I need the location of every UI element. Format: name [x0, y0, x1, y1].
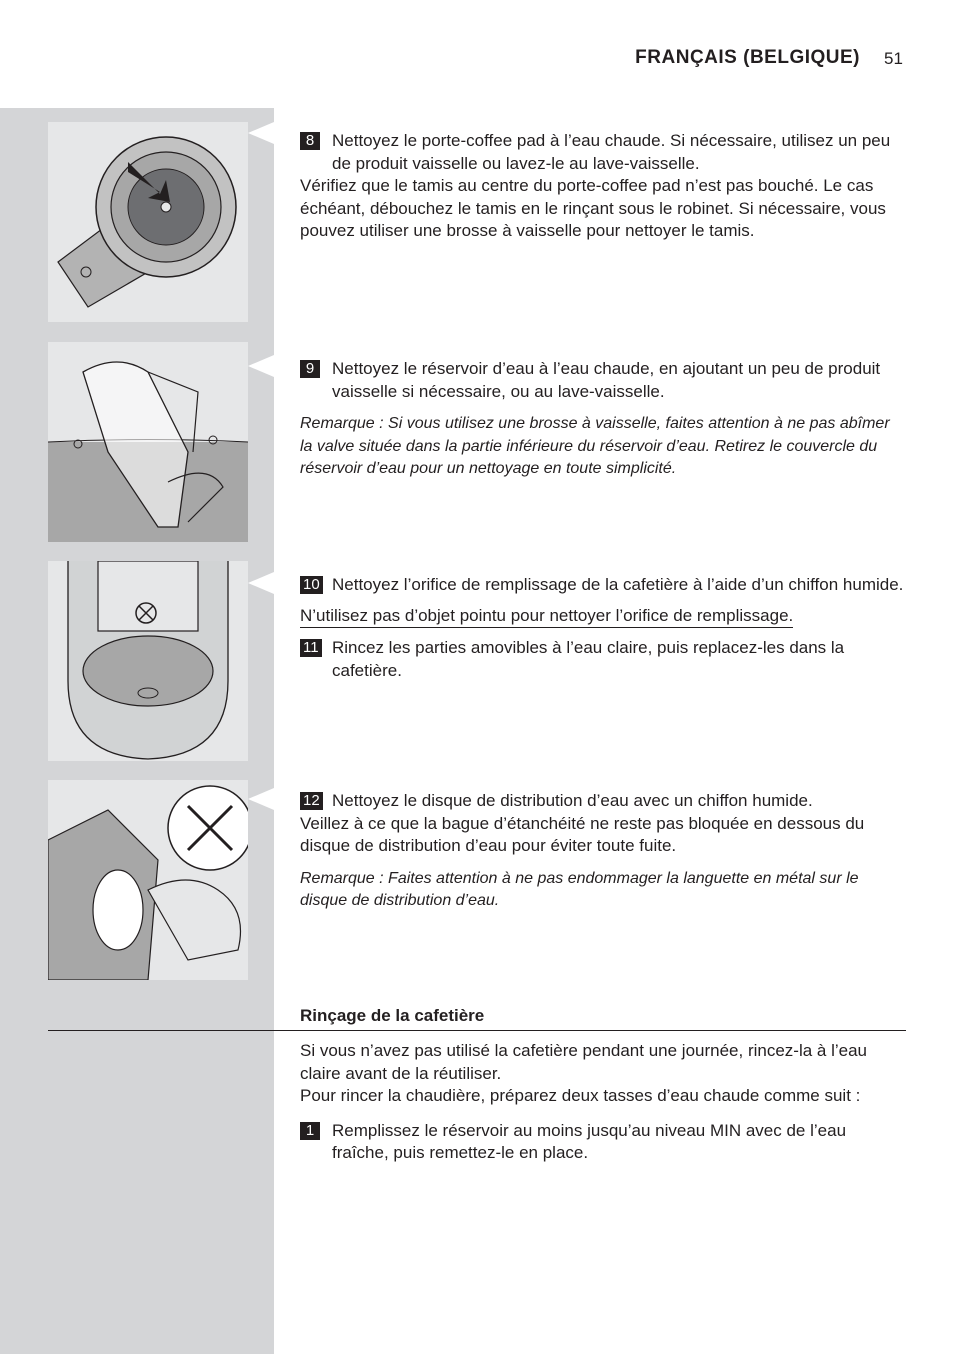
section-divider — [48, 1030, 906, 1031]
step-10-warning: N’utilisez pas d’objet pointu pour nettoyer l’orifice de remplissage. — [300, 606, 793, 628]
water-disc-cleaning-icon — [48, 780, 248, 980]
step-12-body: Veillez à ce que la bague d’étanchéité ne reste pas bloquée en dessous du disque de distribution d’eau pour éviter toute fuite. — [300, 813, 865, 855]
step-9-note: Remarque : Si vous utilisez une brosse à vaisselle, faites attention à ne pas abîmer la valve située dans la partie inférieure du réservoir d’eau. Retirez le couvercle du réservoir d’eau pour un nettoyage en toute simplicité. — [300, 415, 890, 477]
step-12-note: Remarque : Faites attention à ne pas endommager la languette en métal sur le disque de distribution d’eau. — [300, 869, 859, 909]
figure-pointer-2 — [248, 355, 274, 377]
step-8 — [300, 130, 906, 175]
coffee-pad-holder-icon — [48, 122, 248, 322]
figure-pointer-4 — [248, 788, 274, 810]
step-9-block — [300, 358, 906, 481]
rincage-intro-1: Si vous n’avez pas utilisé la cafetière pendant une journée, rincez-la à l’eau claire avant de la réutiliser. — [300, 1041, 868, 1083]
step-12 — [300, 790, 906, 813]
step-11-number: 11 — [300, 639, 322, 657]
step-10-block — [300, 574, 906, 682]
step-8-body: Vérifiez que le tamis au centre du porte-coffee pad n’est pas bouché. Le cas échéant, débouchez le tamis en le rinçant sous le robinet. Si nécessaire, vous pouvez utiliser une brosse à vaisselle pour nettoyer le tamis. — [300, 176, 886, 240]
figure-pointer-3 — [248, 572, 274, 594]
step-8-number: 8 — [300, 132, 320, 150]
step-11 — [300, 637, 906, 682]
step-12-text: Nettoyez le disque de distribution d’eau avec un chiffon humide. — [332, 791, 813, 810]
rincage-step-1 — [300, 1120, 906, 1165]
step-9-text: Nettoyez le réservoir d’eau à l’eau chaude, en ajoutant un peu de produit vaisselle si nécessaire, ou au lave-vaisselle. — [332, 359, 881, 401]
step-10-text: Nettoyez l’orifice de remplissage de la cafetière à l’aide d’un chiffon humide. — [332, 575, 904, 594]
step-12-block — [300, 790, 906, 913]
figure-water-reservoir — [48, 342, 248, 542]
step-8-block — [300, 130, 906, 243]
section-title-rincage: Rinçage de la cafetière — [300, 1006, 485, 1025]
coffee-machine-top-icon — [48, 561, 248, 761]
page-number: 51 — [884, 49, 903, 68]
step-10-warning-wrap — [300, 605, 906, 628]
step-9 — [300, 358, 906, 403]
figure-pointer-1 — [248, 122, 274, 144]
figure-water-disc — [48, 780, 248, 980]
step-11-text: Rincez les parties amovibles à l’eau claire, puis replacez-les dans la cafetière. — [332, 638, 845, 680]
step-10 — [300, 574, 906, 597]
step-10-number: 10 — [300, 576, 323, 594]
figure-coffee-machine-top — [48, 561, 248, 761]
figure-coffee-pad-holder — [48, 122, 248, 322]
rincage-intro-2: Pour rincer la chaudière, préparez deux tasses d’eau chaude comme suit : — [300, 1086, 861, 1105]
water-reservoir-icon — [48, 342, 248, 542]
step-12-number: 12 — [300, 792, 323, 810]
step-8-text: Nettoyez le porte-coffee pad à l’eau chaude. Si nécessaire, utilisez un peu de produit vaisselle ou lavez-le au lave-vaisselle. — [332, 131, 891, 173]
rincage-block — [300, 1040, 906, 1165]
rincage-step-1-text: Remplissez le réservoir au moins jusqu’au niveau MIN avec de l’eau fraîche, puis remettez-le en place. — [332, 1120, 847, 1162]
page-header-title: FRANÇAIS (BELGIQUE) — [635, 47, 860, 68]
rincage-step-1-number: 1 — [300, 1122, 320, 1140]
step-9-number: 9 — [300, 360, 320, 378]
